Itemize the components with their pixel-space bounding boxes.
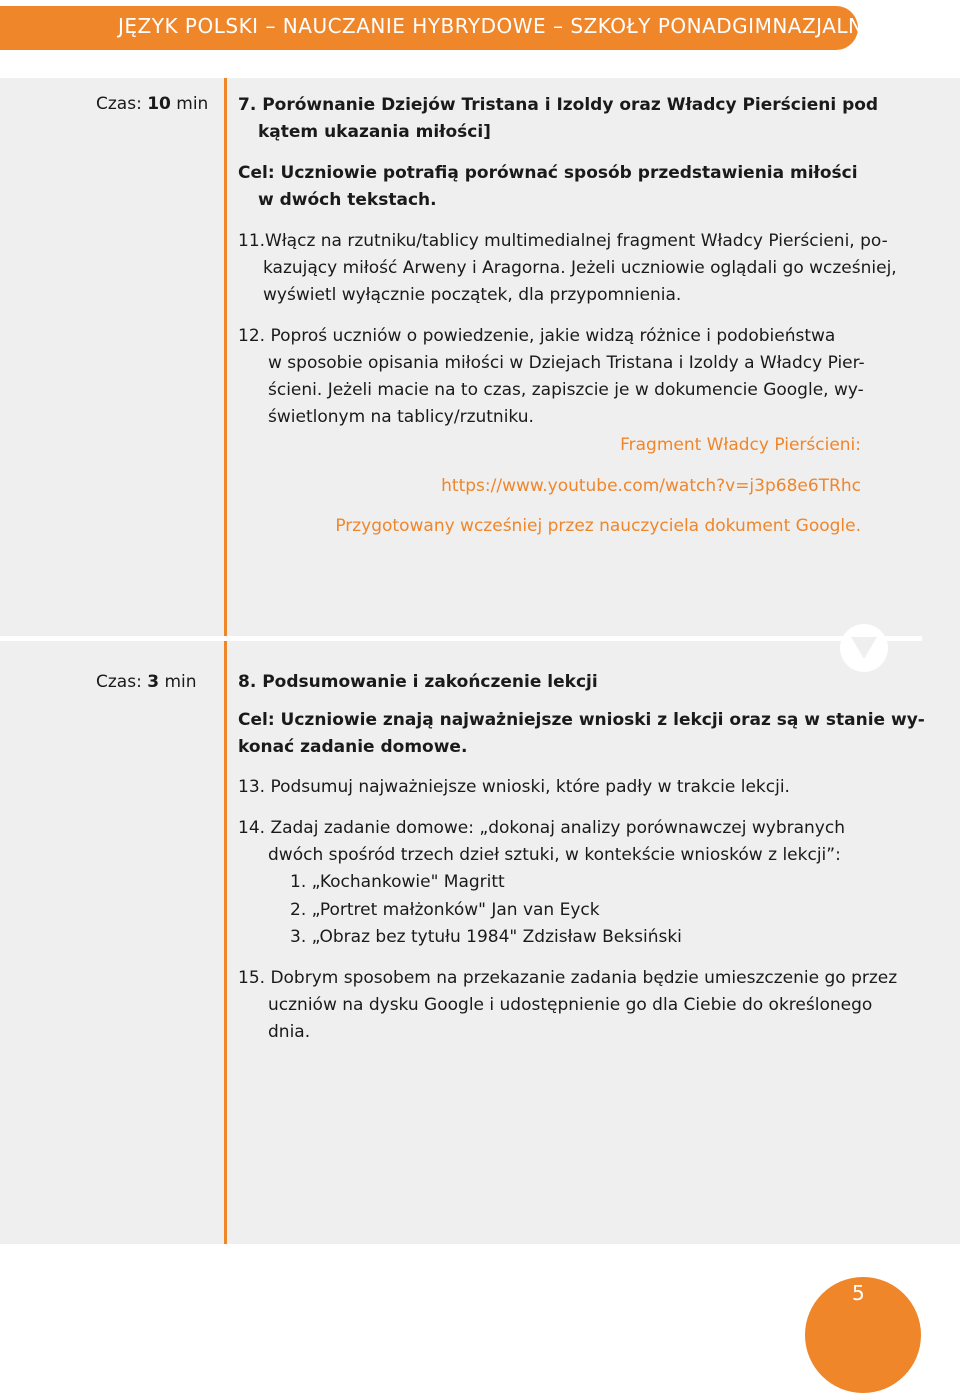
section1-heading-line1: 7. Porównanie Dziejów Tristana i Izoldy oraz Władcy Pierścieni pod — [238, 95, 879, 115]
page-number: 5 — [852, 1281, 865, 1305]
item-12-line1: 12. Poproś uczniów o powiedzenie, jakie widzą różnice i podobieństwa — [238, 326, 836, 346]
artwork-2: 2. „Portret małżonków" Jan van Eyck — [290, 900, 600, 920]
resource-document: Przygotowany wcześniej przez nauczyciela dokument Google. — [335, 516, 861, 536]
item-14-line2: dwóch spośród trzech dzieł sztuki, w kontekście wniosków z lekcji”: — [268, 845, 841, 865]
artwork-1: 1. „Kochankowie" Magritt — [290, 872, 505, 892]
section2-goal-line1: Cel: Uczniowie znają najważniejsze wnioski z lekcji oraz są w stanie wy- — [238, 710, 925, 730]
item-14-line1: 14. Zadaj zadanie domowe: „dokonaj analizy porównawczej wybranych — [238, 818, 845, 838]
item-12-line3: ścieni. Jeżeli macie na to czas, zapiszcie je w dokumencie Google, wy- — [268, 380, 864, 400]
section1-goal-line2: w dwóch tekstach. — [258, 190, 437, 210]
section1-rule — [224, 78, 227, 636]
item-12-line4: świetlonym na tablicy/rzutniku. — [268, 407, 534, 427]
artwork-3: 3. „Obraz bez tytułu 1984" Zdzisław Beksiński — [290, 927, 682, 947]
item-12-line2: w sposobie opisania miłości w Dziejach Tristana i Izoldy a Władcy Pier- — [268, 353, 865, 373]
item-15-line1: 15. Dobrym sposobem na przekazanie zadania będzie umieszczenie go przez — [238, 968, 898, 988]
section2-rule — [224, 641, 227, 1244]
section2-heading: 8. Podsumowanie i zakończenie lekcji — [238, 672, 598, 692]
section1-heading-line2: kątem ukazania miłości] — [258, 122, 491, 142]
time-label-2: Czas: 3 min — [96, 672, 197, 692]
section2-goal-line2: konać zadanie domowe. — [238, 737, 468, 757]
item-15-line3: dnia. — [268, 1022, 311, 1042]
down-triangle-icon — [851, 637, 877, 659]
item-11-line1: 11.Włącz na rzutniku/tablicy multimedialnej fragment Władcy Pierścieni, po- — [238, 231, 888, 251]
item-15-line2: uczniów na dysku Google i udostępnienie go dla Ciebie do określonego — [268, 995, 873, 1015]
resource-url-link[interactable]: https://www.youtube.com/watch?v=j3p68e6TRhc — [441, 476, 861, 496]
section-divider — [0, 636, 922, 641]
resource-label: Fragment Władcy Pierścieni: — [620, 435, 861, 455]
section1-goal-line1: Cel: Uczniowie potrafią porównać sposób przedstawienia miłości — [238, 163, 858, 183]
header-title: JĘZYK POLSKI – NAUCZANIE HYBRYDOWE – SZKOŁY PONADGIMNAZJALNE — [118, 14, 877, 38]
item-11-line2: kazujący miłość Arweny i Aragorna. Jeżeli uczniowie oglądali go wcześniej, — [263, 258, 897, 278]
time-label-1: Czas: 10 min — [96, 94, 209, 114]
item-11-line3: wyświetl wyłącznie początek, dla przypomnienia. — [263, 285, 682, 305]
item-13: 13. Podsumuj najważniejsze wnioski, które padły w trakcie lekcji. — [238, 777, 790, 797]
